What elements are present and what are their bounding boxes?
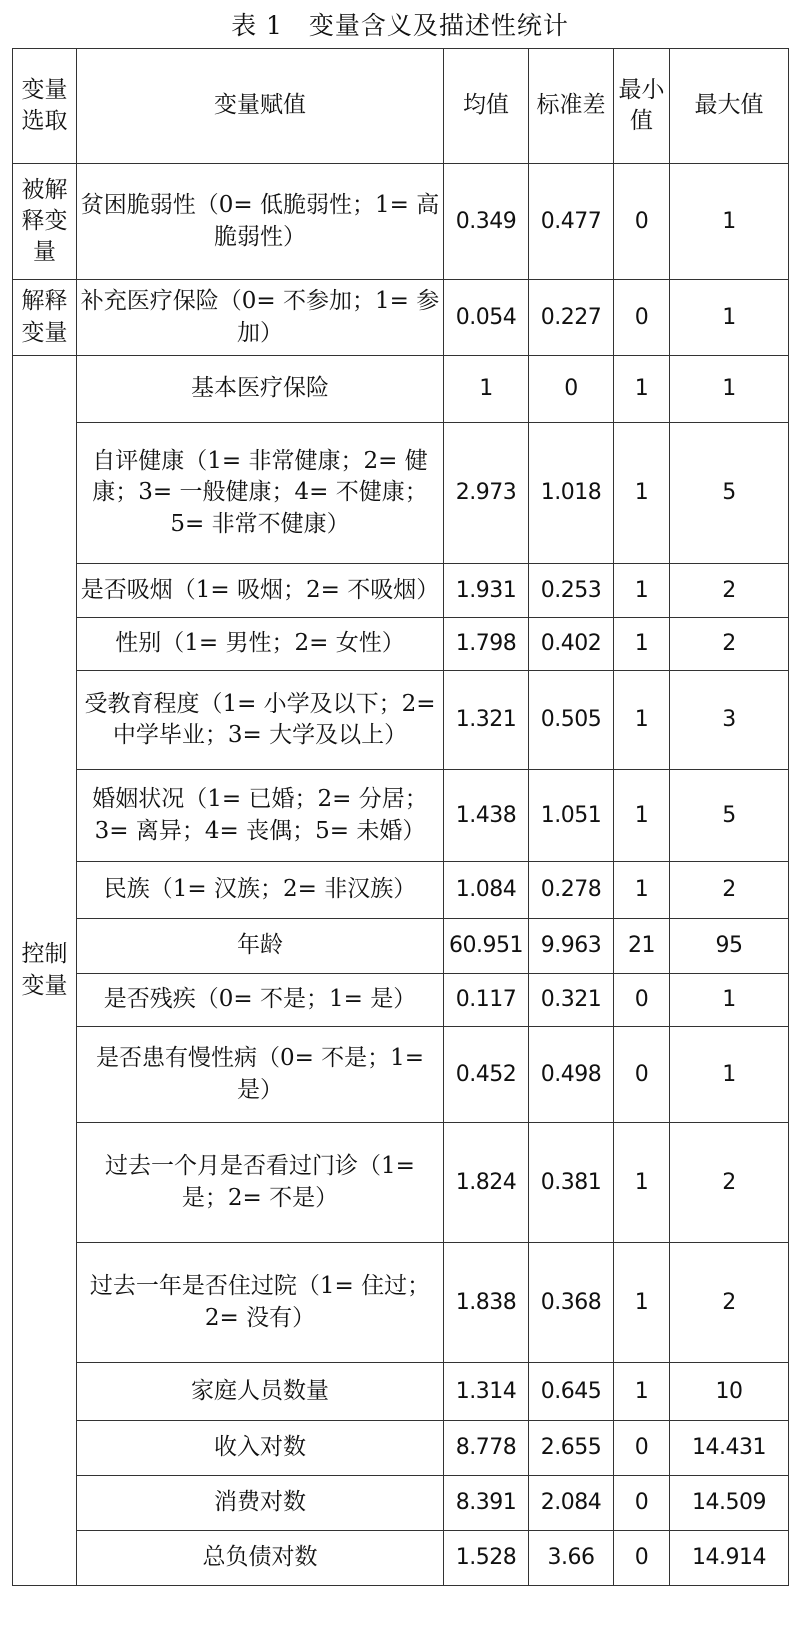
row-min: 1	[614, 618, 670, 671]
row-max: 2	[670, 618, 789, 671]
row-assign: 是否吸烟（1= 吸烟；2= 不吸烟）	[77, 564, 444, 618]
row-min: 1	[614, 1123, 670, 1243]
row-min: 0	[614, 1421, 670, 1476]
row-mean: 0.117	[444, 974, 529, 1027]
row-sd: 9.963	[529, 919, 614, 974]
row-min: 1	[614, 423, 670, 564]
row-sd: 0.645	[529, 1363, 614, 1421]
row-mean: 1.321	[444, 671, 529, 770]
row-assign: 补充医疗保险（0= 不参加；1= 参加）	[77, 280, 444, 356]
row-max: 1	[670, 280, 789, 356]
row-assign: 家庭人员数量	[77, 1363, 444, 1421]
row-sd: 2.084	[529, 1476, 614, 1531]
table-row	[13, 1476, 789, 1531]
header-row	[13, 49, 789, 164]
row-mean: 8.778	[444, 1421, 529, 1476]
table-row	[13, 423, 789, 564]
row-assign: 过去一个月是否看过门诊（1= 是；2= 不是）	[77, 1123, 444, 1243]
table-row	[13, 618, 789, 671]
row-assign: 过去一年是否住过院（1= 住过；2= 没有）	[77, 1243, 444, 1363]
row-min: 21	[614, 919, 670, 974]
row-min: 1	[614, 1243, 670, 1363]
row-sd: 0.498	[529, 1027, 614, 1123]
group-dependent: 被解释变量	[13, 164, 77, 280]
row-mean: 8.391	[444, 1476, 529, 1531]
row-sd: 0.253	[529, 564, 614, 618]
row-assign: 性别（1= 男性；2= 女性）	[77, 618, 444, 671]
row-sd: 0.505	[529, 671, 614, 770]
row-assign: 贫困脆弱性（0= 低脆弱性；1= 高脆弱性）	[77, 164, 444, 280]
row-max: 2	[670, 564, 789, 618]
row-max: 14.914	[670, 1531, 789, 1586]
row-min: 1	[614, 862, 670, 919]
header-max: 最大值	[670, 49, 789, 164]
table-caption: 表 1 变量含义及描述性统计	[231, 11, 569, 40]
row-assign: 总负债对数	[77, 1531, 444, 1586]
row-min: 1	[614, 564, 670, 618]
table-row	[13, 1243, 789, 1363]
row-max: 10	[670, 1363, 789, 1421]
row-mean: 2.973	[444, 423, 529, 564]
row-max: 3	[670, 671, 789, 770]
row-min: 1	[614, 770, 670, 862]
header-min: 最小值	[614, 49, 670, 164]
row-max: 1	[670, 356, 789, 423]
row-mean: 0.452	[444, 1027, 529, 1123]
row-min: 0	[614, 974, 670, 1027]
table-row	[13, 1421, 789, 1476]
row-assign: 婚姻状况（1= 已婚；2= 分居；3= 离异；4= 丧偶；5= 未婚）	[77, 770, 444, 862]
row-assign: 消费对数	[77, 1476, 444, 1531]
row-max: 2	[670, 1243, 789, 1363]
header-mean: 均值	[444, 49, 529, 164]
row-min: 0	[614, 1531, 670, 1586]
row-max: 14.509	[670, 1476, 789, 1531]
row-min: 0	[614, 1476, 670, 1531]
table-row	[13, 1027, 789, 1123]
row-mean: 1.438	[444, 770, 529, 862]
row-mean: 1	[444, 356, 529, 423]
row-sd: 2.655	[529, 1421, 614, 1476]
row-sd: 1.018	[529, 423, 614, 564]
row-max: 1	[670, 1027, 789, 1123]
row-mean: 1.824	[444, 1123, 529, 1243]
row-max: 5	[670, 423, 789, 564]
row-min: 0	[614, 164, 670, 280]
row-assign: 收入对数	[77, 1421, 444, 1476]
row-assign: 自评健康（1= 非常健康；2= 健康；3= 一般健康；4= 不健康；5= 非常不健康）	[77, 423, 444, 564]
table-row	[13, 1363, 789, 1421]
row-sd: 0.402	[529, 618, 614, 671]
header-group: 变量选取	[13, 49, 77, 164]
row-assign: 受教育程度（1= 小学及以下；2= 中学毕业；3= 大学及以上）	[77, 671, 444, 770]
row-mean: 1.084	[444, 862, 529, 919]
row-mean: 1.798	[444, 618, 529, 671]
row-assign: 是否残疾（0= 不是；1= 是）	[77, 974, 444, 1027]
row-min: 1	[614, 671, 670, 770]
table-row	[13, 770, 789, 862]
row-sd: 0.278	[529, 862, 614, 919]
table-row	[13, 1531, 789, 1586]
row-sd: 0	[529, 356, 614, 423]
table-row	[13, 671, 789, 770]
row-mean: 1.314	[444, 1363, 529, 1421]
table-row	[13, 164, 789, 280]
table-row	[13, 564, 789, 618]
table-row	[13, 974, 789, 1027]
row-max: 95	[670, 919, 789, 974]
table-row	[13, 356, 789, 423]
row-mean: 0.054	[444, 280, 529, 356]
row-sd: 0.381	[529, 1123, 614, 1243]
row-sd: 0.368	[529, 1243, 614, 1363]
row-assign: 年龄	[77, 919, 444, 974]
row-mean: 60.951	[444, 919, 529, 974]
row-mean: 1.931	[444, 564, 529, 618]
group-explanatory: 解释变量	[13, 280, 77, 356]
row-mean: 0.349	[444, 164, 529, 280]
table-row	[13, 1123, 789, 1243]
row-sd: 3.66	[529, 1531, 614, 1586]
descriptive-statistics-table	[12, 48, 789, 1586]
row-min: 1	[614, 356, 670, 423]
row-assign: 基本医疗保险	[77, 356, 444, 423]
row-min: 1	[614, 1363, 670, 1421]
row-min: 0	[614, 280, 670, 356]
row-max: 5	[670, 770, 789, 862]
row-assign: 是否患有慢性病（0= 不是；1= 是）	[77, 1027, 444, 1123]
group-control: 控制变量	[13, 356, 77, 1586]
row-max: 2	[670, 1123, 789, 1243]
row-max: 14.431	[670, 1421, 789, 1476]
table-row	[13, 862, 789, 919]
row-assign: 民族（1= 汉族；2= 非汉族）	[77, 862, 444, 919]
row-sd: 0.477	[529, 164, 614, 280]
header-sd: 标准差	[529, 49, 614, 164]
row-max: 1	[670, 974, 789, 1027]
row-sd: 0.227	[529, 280, 614, 356]
row-sd: 1.051	[529, 770, 614, 862]
row-sd: 0.321	[529, 974, 614, 1027]
header-assign: 变量赋值	[77, 49, 444, 164]
row-mean: 1.838	[444, 1243, 529, 1363]
table-row	[13, 919, 789, 974]
row-max: 1	[670, 164, 789, 280]
row-min: 0	[614, 1027, 670, 1123]
row-max: 2	[670, 862, 789, 919]
table-row	[13, 280, 789, 356]
row-mean: 1.528	[444, 1531, 529, 1586]
